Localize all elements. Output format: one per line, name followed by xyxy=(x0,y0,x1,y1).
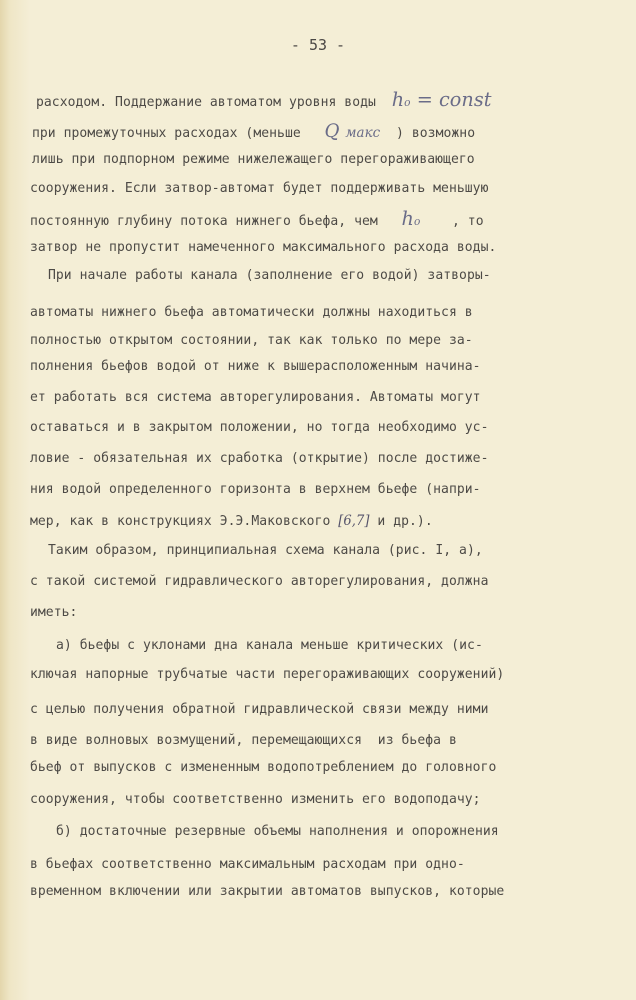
text-line-19: а) бьефы с уклонами дна канала меньше критических (ис- xyxy=(56,637,483,653)
text-line-14: ния водой определенного горизонта в верхнем бьефе (напри- xyxy=(30,481,481,497)
text-line-21: с целью получения обратной гидравлической связи между ними xyxy=(30,701,489,717)
text-line-9: полностью открытом состоянии, так как только по мере за- xyxy=(30,332,473,348)
line-text: постоянную глубину потока нижнего бьефа, чем xyxy=(30,213,378,229)
handwritten-formula-q-max: Q макс xyxy=(324,120,381,142)
text-line-6: затвор не пропустит намеченного максимального расхода воды. xyxy=(30,239,497,255)
text-line-26: в бьефах соответственно максимальным расходам при одно- xyxy=(30,856,465,872)
line-text: расходом. Поддержание автоматом уровня воды xyxy=(36,94,376,110)
handwritten-formula-h0: ho xyxy=(401,206,421,230)
line-text: , то xyxy=(451,213,484,229)
text-line-24: сооружения, чтобы соответственно изменить его водоподачу; xyxy=(30,791,481,807)
text-line-4: сооружения. Если затвор-автомат будет поддерживать меньшую xyxy=(30,180,489,196)
text-line-16: Таким образом, принципиальная схема канала (рис. I, а), xyxy=(48,542,483,558)
handwritten-citation: [6,7] xyxy=(338,513,370,529)
text-line-10: полнения бьефов водой от ниже к вышерасположенным начина- xyxy=(30,358,481,374)
text-line-22: в виде волновых возмущений, перемещающихся из бьефа в xyxy=(30,732,457,748)
page-number: - 53 - xyxy=(290,36,346,54)
text-line-8: автоматы нижнего бьефа автоматически должны находиться в xyxy=(30,304,473,320)
text-line-3: лишь при подпорном режиме нижележащего перегораживающего xyxy=(32,151,475,167)
text-line-11: ет работать вся система авторегулирования. Автоматы могут xyxy=(30,389,481,405)
text-line-7: При начале работы канала (заполнение его водой) затворы- xyxy=(48,267,491,283)
text-line-5 xyxy=(30,206,484,230)
text-line-17: с такой системой гидравлического авторегулирования, должна xyxy=(30,573,489,589)
text-line-20: ключая напорные трубчатые части перегораживающих сооружений) xyxy=(30,666,505,682)
line-text: ) возможно xyxy=(396,125,476,141)
text-line-15 xyxy=(30,513,433,529)
line-text: и др.). xyxy=(377,513,433,529)
text-line-27: временном включении или закрытии автоматов выпусков, которые xyxy=(30,883,505,899)
handwritten-formula-h0-const: ho = const xyxy=(391,87,492,111)
text-line-12: оставаться и в закрытом положении, но тогда необходимо ус- xyxy=(30,419,489,435)
text-line-25: б) достаточные резервные объемы наполнения и опорожнения xyxy=(56,823,499,839)
line-text: мер, как в конструкциях Э.Э.Маковского xyxy=(30,513,331,529)
line-text: при промежуточных расходах (меньше xyxy=(32,125,301,141)
text-line-1 xyxy=(36,87,491,111)
text-line-13: ловие - обязательная их сработка (открытие) после достиже- xyxy=(30,450,489,466)
text-line-18: иметь: xyxy=(30,604,78,620)
text-line-23: бьеф от выпусков с измененным водопотреблением до головного xyxy=(30,759,497,775)
text-line-2 xyxy=(32,120,475,142)
